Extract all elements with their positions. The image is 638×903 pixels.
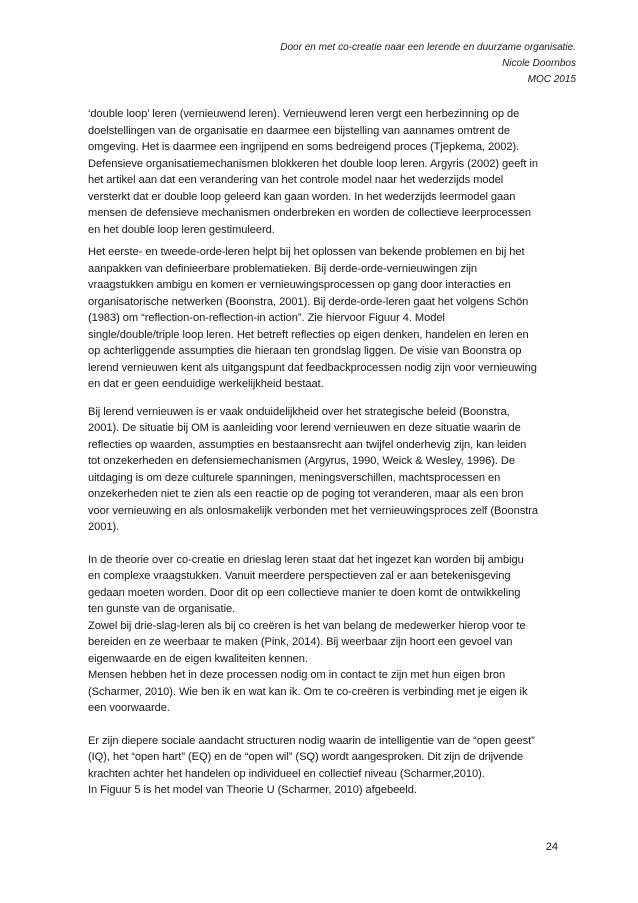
text-line: voor vernieuwing en als onlosmakelijk verbonden met het vernieuwingsproces zelf (Boonstra xyxy=(88,504,539,517)
text-line: (IQ), het “open hart” (EQ) en de “open wil” (SQ) wordt aangesproken. Dit zijn de drijvende xyxy=(88,751,524,763)
text-line: bereiden en ze weerbaar te maken (Pink, 2014). Bij weerbaar zijn hoort een gevoel van xyxy=(88,636,513,648)
page-body xyxy=(88,106,566,799)
text-line: Het eerste- en tweede-orde-leren helpt bij het oplossen van bekende problemen en bij het xyxy=(88,246,525,258)
text-line: versterkt dat er double loop geleerd kan gaan worden. In het wederzijds leermodel gaan xyxy=(88,190,516,203)
text-line: 2001). xyxy=(88,521,120,533)
text-line: mensen de defensieve mechanismen onderbreken en worden de collectieve leerprocessen xyxy=(88,207,531,219)
paragraph-orde-leren xyxy=(88,244,566,393)
text-line: organisatorische netwerken (Boonstra, 2001). Bij derde-orde-leren gaat het volgens Schön xyxy=(88,295,529,308)
header-title: Door en met co-creatie naar een lerende en duurzame organisatie. xyxy=(280,42,576,53)
text-line: tot onzekerheden en defensiemechanismen (Argyrus, 1990, Weick & Wesley, 1996). De xyxy=(88,455,515,467)
text-line: 2001). De situatie bij OM is aanleiding voor lerend vernieuwen en deze situatie waarin de xyxy=(88,422,521,434)
header-author: Nicole Doornbos xyxy=(502,58,576,69)
text-line: lerend vernieuwen kent als uitgangspunt dat feedbackprocessen nodig zijn voor vernieuwing xyxy=(88,361,537,374)
header-course: MOC 2015 xyxy=(527,74,576,85)
text-line: reflecties op waarden, assumpties en bestaansrecht aan twijfel onderhevig zijn, kan leiden xyxy=(88,438,527,451)
text-line: In de theorie over co-creatie en drieslag leren staat dat het ingezet kan worden bij ambigu xyxy=(88,553,524,566)
text-line: In Figuur 5 is het model van Theorie U (Scharmer, 2010) afgebeeld. xyxy=(88,784,417,796)
paragraph-double-loop xyxy=(88,106,566,238)
paragraph-lerend-vernieuwen xyxy=(88,404,566,536)
text-line: een voorwaarde. xyxy=(88,702,170,714)
text-line: krachten achter het handelen op individueel en collectief niveau (Scharmer,2010). xyxy=(88,767,485,780)
text-line: Mensen hebben het in deze processen nodig om in contact te zijn met hun eigen bron xyxy=(88,669,506,681)
text-line: Defensieve organisatiemechanismen blokkeren het double loop leren. Argyris (2002) geeft in xyxy=(88,157,538,170)
text-line: omgeving. Het is daarmee een ingrijpend en soms bedreigend proces (Tjepkema, 2002). xyxy=(88,141,520,153)
paragraph-theorie-u xyxy=(88,733,566,799)
text-line: en het double loop leren gestimuleerd. xyxy=(88,223,275,236)
paragraph-co-creatie xyxy=(88,552,566,717)
text-line: doelstellingen van de organisatie en daarmee een bijstelling van aannames omtrent de xyxy=(88,124,510,137)
text-line: en dat er geen eenduidige werkelijkheid bestaat. xyxy=(88,378,324,390)
text-line: aanpakken van definieerbare problematieken. Bij derde-orde-vernieuwingen zijn xyxy=(88,262,477,275)
text-line: ‘double loop’ leren (vernieuwend leren). Vernieuwend leren vergt een herbezinning op de xyxy=(88,108,520,120)
text-line: het artikel aan dat een verandering van het controle model naar het wederzijds model xyxy=(88,174,504,186)
text-line: single/double/triple loop leren. Het betreft reflecties op eigen denken, handelen en leren en xyxy=(88,328,529,341)
text-line: onzekerheden niet te zien als een reactie op de poging tot veranderen, maar als een bron xyxy=(88,488,524,500)
text-line: uitdaging is om deze culturele spanningen, meningsverschillen, machtsprocessen en xyxy=(88,471,501,484)
page-header xyxy=(280,40,576,88)
text-line: Bij lerend vernieuwen is er vaak onduidelijkheid over het strategische beleid (Boonstra, xyxy=(88,405,510,418)
text-line: Er zijn diepere sociale aandacht structuren nodig waarin de intelligentie van de “open geest” xyxy=(88,734,535,747)
text-line: ten gunste van de organisatie. xyxy=(88,603,236,615)
text-line: eigenwaarde en de eigen kwaliteiten kennen. xyxy=(88,652,308,665)
text-line: op achterliggende assumpties die hieraan ten grondslag liggen. De visie van Boonstra op xyxy=(88,345,522,357)
text-line: (1983) om “reflection-on-reflection-in action”. Zie hiervoor Figuur 4. Model xyxy=(88,312,445,324)
text-line: (Scharmer, 2010). Wie ben ik en wat kan ik. Om te co-creëren is verbinding met je eigen ik xyxy=(88,685,528,698)
text-line: gedaan moeten worden. Door dit op een collectieve manier te doen komt de ontwikkeling xyxy=(88,586,521,599)
text-line: Zowel bij drie-slag-leren als bij co creëren is het van belang de medewerker hierop voor te xyxy=(88,619,526,632)
text-line: en complexe vraagstukken. Vanuit meerdere perspectieven zal er aan betekenisgeving xyxy=(88,570,511,582)
text-line: vraagstukken ambigu en komen er vernieuwingsprocessen op gang door interacties en xyxy=(88,279,511,291)
page-number: 24 xyxy=(545,841,558,853)
